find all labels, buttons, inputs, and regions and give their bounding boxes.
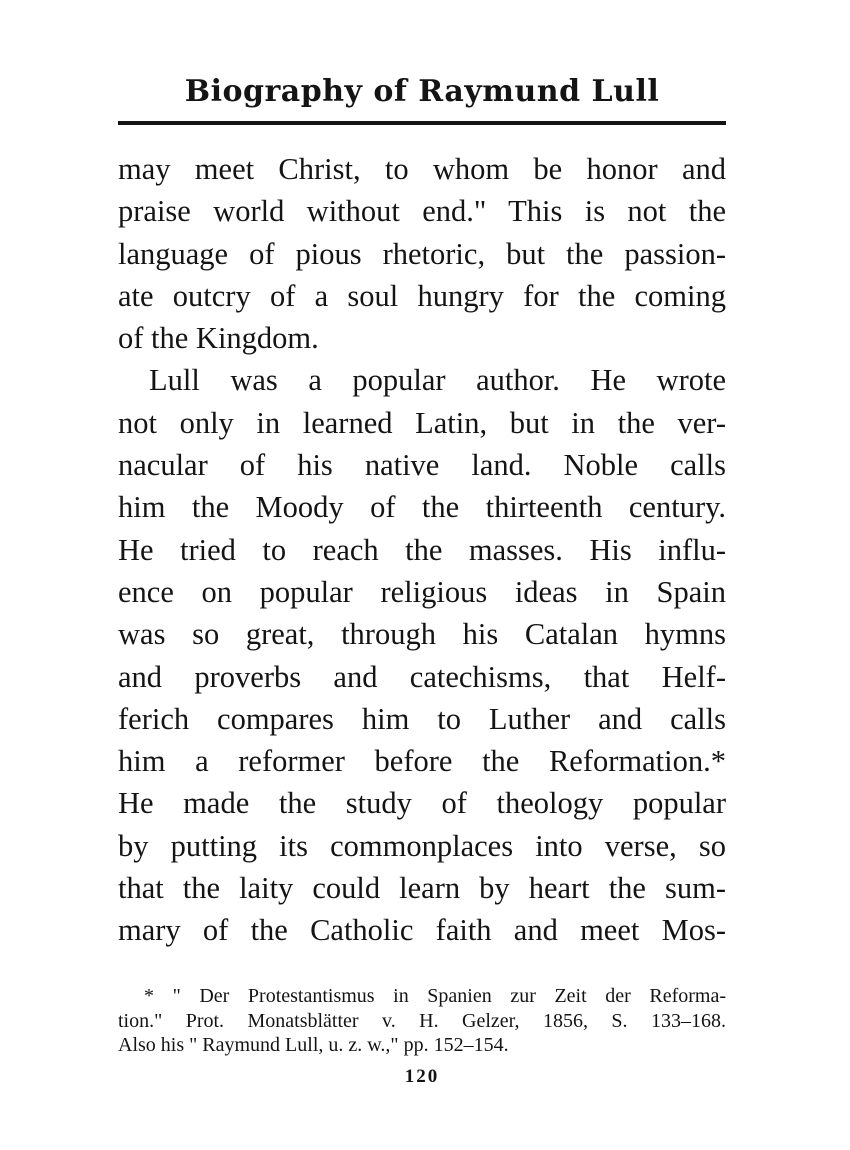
body-line: ate outcry of a soul hungry for the coming <box>118 278 726 313</box>
body-line: ferich compares him to Luther and calls <box>118 701 726 736</box>
body-line: that the laity could learn by heart the sum- <box>118 871 726 906</box>
body-line: him the Moody of the thirteenth century. <box>118 490 726 525</box>
footnote-line: tion." Prot. Monatsblätter v. H. Gelzer, 1856, S. 133–168. <box>118 1009 726 1032</box>
body-line: mary of the Catholic faith and meet Mos- <box>118 913 726 948</box>
body-line: was so great, through his Catalan hymns <box>118 617 726 652</box>
body-line: He made the study of theology popular <box>118 786 726 821</box>
body-line: He tried to reach the masses. His influ- <box>118 532 726 567</box>
header-rule <box>118 121 726 125</box>
body-text <box>118 148 726 952</box>
body-line: Lull was a popular author. He wrote <box>149 363 726 398</box>
body-line: of the Kingdom. <box>118 321 319 356</box>
body-line: may meet Christ, to whom be honor and <box>118 152 726 186</box>
running-head: Biography of Raymund Lull <box>184 74 660 109</box>
body-line: praise world without end." This is not the <box>118 194 726 229</box>
body-line: nacular of his native land. Noble calls <box>118 448 726 483</box>
page-number: 120 <box>404 1066 440 1087</box>
body-line: by putting its commonplaces into verse, so <box>118 828 726 863</box>
body-line: ence on popular religious ideas in Spain <box>118 574 726 609</box>
footnote-line: * " Der Protestantismus in Spanien zur Zeit der Reforma- <box>144 985 726 1007</box>
footnote-line: Also his " Raymund Lull, u. z. w.," pp. 152–154. <box>118 1034 509 1056</box>
body-line: language of pious rhetoric, but the passion- <box>118 236 726 271</box>
body-line: not only in learned Latin, but in the ver- <box>118 405 726 440</box>
footnote <box>118 984 726 1058</box>
body-line: him a reformer before the Reformation.* <box>118 744 726 779</box>
body-line: and proverbs and catechisms, that Helf- <box>118 659 726 694</box>
